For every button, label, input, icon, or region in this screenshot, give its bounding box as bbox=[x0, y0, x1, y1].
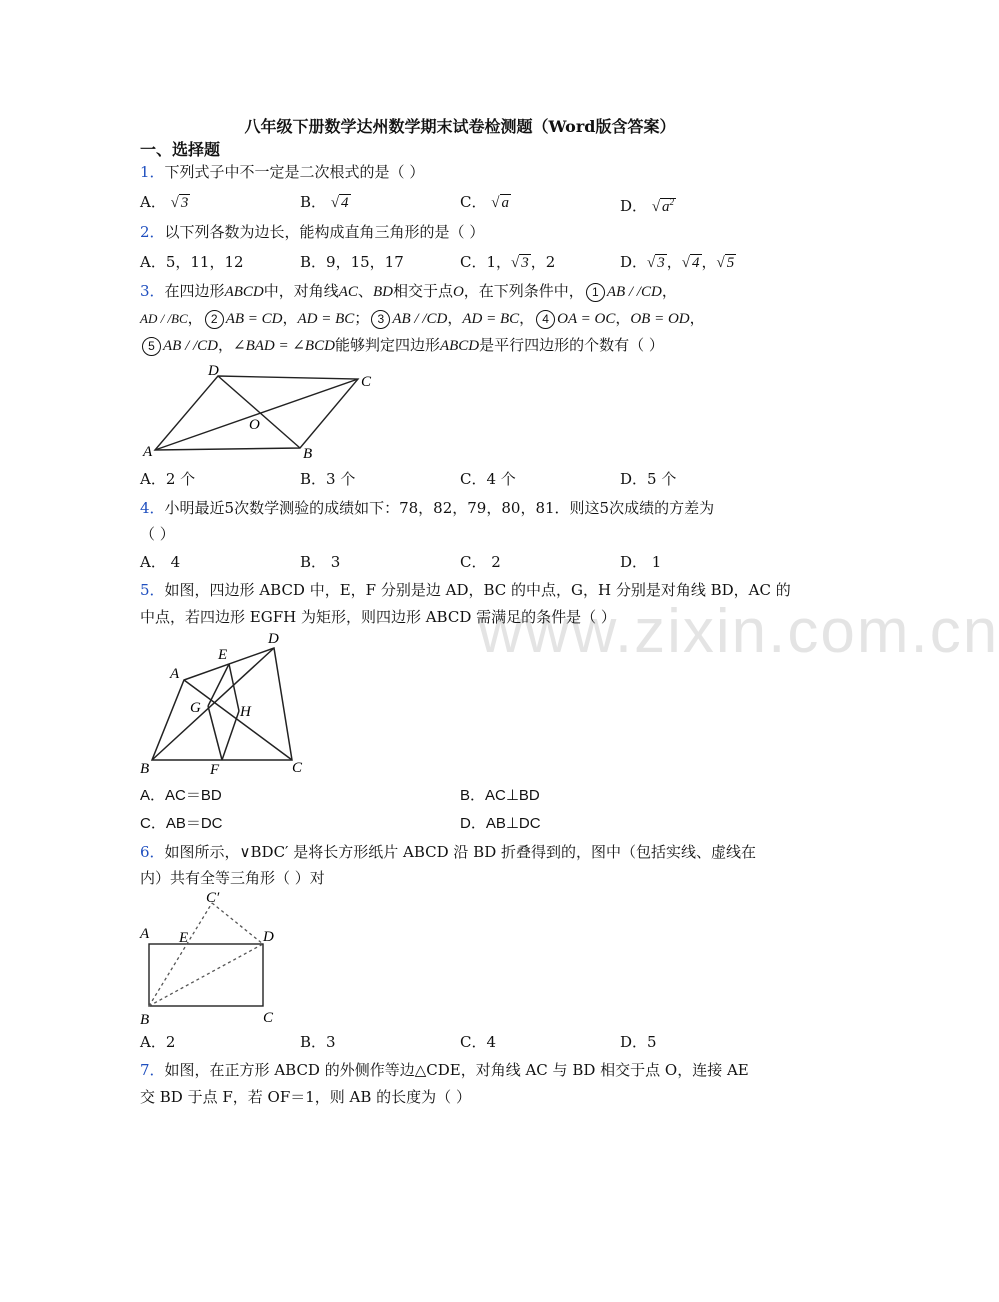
label-d: D bbox=[263, 929, 274, 945]
q5-option-c: C．AB＝DC bbox=[140, 815, 223, 832]
label-c-prime: C′ bbox=[206, 890, 220, 906]
label-d: D bbox=[268, 631, 279, 647]
watermark: www.zixin.com.cn bbox=[478, 597, 999, 666]
q4-option-d: D． 1 bbox=[620, 553, 662, 571]
q4-option-c: C． 2 bbox=[460, 553, 501, 571]
q4-option-b: B． 3 bbox=[300, 553, 341, 571]
label-c: C bbox=[263, 1010, 274, 1026]
label-a: A bbox=[140, 926, 150, 942]
q6-option-b: B．3 bbox=[300, 1033, 336, 1051]
q3-parallelogram-figure bbox=[140, 360, 380, 464]
q1-option-b: B． √ 4 bbox=[300, 193, 349, 211]
page-title: 八年级下册数学达州数学期末试卷检测题（Word版含答案） bbox=[244, 117, 676, 136]
q6-option-a: A．2 bbox=[140, 1033, 176, 1051]
question-4: 4．小明最近5次数学测验的成绩如下：78，82，79，80，81．则这5次成绩的方差为 bbox=[140, 499, 715, 517]
label-d: D bbox=[208, 363, 219, 379]
section-heading: 一、选择题 bbox=[140, 140, 221, 159]
question-5-cont: 中点，若四边形 EGFH 为矩形，则四边形 ABCD 需满足的条件是（ ） bbox=[140, 608, 616, 626]
q3-option-a: A．2 个 bbox=[140, 470, 196, 488]
q4-option-a: A． 4 bbox=[140, 553, 181, 571]
q5-option-d: D．AB⊥DC bbox=[460, 815, 541, 832]
q2-option-d: D．√ 3 ，√ 4 ，√ 5 bbox=[620, 253, 735, 271]
question-4-cont: （ ） bbox=[140, 525, 175, 543]
label-c: C bbox=[361, 374, 372, 390]
q6-option-c: C．4 bbox=[460, 1033, 497, 1051]
question-7-cont: 交 BD 于点 F，若 OF＝1，则 AB 的长度为（ ） bbox=[140, 1088, 471, 1106]
q2-option-b: B．9，15，17 bbox=[300, 253, 404, 271]
label-o: O bbox=[249, 417, 260, 433]
question-2: 2．以下列各数为边长，能构成直角三角形的是（ ） bbox=[140, 223, 485, 241]
question-6: 6．如图所示，∨BDC′ 是将长方形纸片 ABCD 沿 BD 折叠得到的，图中（包括实线、虚线在 bbox=[140, 843, 756, 861]
q1-option-d: D． √ $a^2$ bbox=[620, 197, 675, 215]
label-c: C bbox=[292, 760, 303, 776]
label-e: E bbox=[218, 647, 228, 663]
q5-option-b: B．AC⊥BD bbox=[460, 787, 540, 804]
question-number: 1． bbox=[140, 163, 165, 181]
question-3-line-2: AD / /BC， 2 AB = CD，AD = BC； 3 AB / /CD，AD = BC， 4 OA = OC，OB = OD， bbox=[140, 309, 705, 327]
q3-option-c: C．4 个 bbox=[460, 470, 516, 488]
question-7: 7．如图，在正方形 ABCD 的外侧作等边△CDE，对角线 AC 与 BD 相交于点 O，连接 AE bbox=[140, 1061, 749, 1079]
label-b: B bbox=[140, 761, 150, 777]
q1-option-a: A． √ 3 bbox=[140, 193, 189, 211]
label-e: E bbox=[179, 930, 189, 946]
question-6-cont: 内）共有全等三角形（ ）对 bbox=[140, 869, 325, 887]
label-a: A bbox=[170, 666, 180, 682]
q5-quadrilateral-figure bbox=[138, 626, 313, 778]
q6-rectangle-figure bbox=[136, 888, 286, 1028]
q3-option-d: D．5 个 bbox=[620, 470, 677, 488]
question-3-line-3: 5 AB / /CD，∠BAD = ∠BCD能够判定四边形ABCD是平行四边形的个数有（ ） bbox=[140, 333, 664, 358]
q3-option-b: B．3 个 bbox=[300, 470, 356, 488]
label-a: A bbox=[143, 444, 153, 460]
label-f: F bbox=[210, 762, 220, 778]
question-3-line-1: 3．在四边形ABCD中，对角线AC、BD相交于点O，在下列条件中， 1 AB / /CD， bbox=[140, 282, 677, 300]
label-b: B bbox=[303, 446, 313, 462]
q1-option-c: C． √ a bbox=[460, 193, 509, 211]
q6-option-d: D．5 bbox=[620, 1033, 657, 1051]
label-h: H bbox=[240, 704, 251, 720]
q2-option-a: A．5，11，12 bbox=[140, 253, 244, 271]
question-5: 5．如图，四边形 ABCD 中，E，F 分别是边 AD，BC 的中点，G，H 分别是对角线 BD，AC 的 bbox=[140, 581, 791, 599]
label-b: B bbox=[140, 1012, 150, 1028]
question-text: 下列式子中不一定是二次根式的是（ ） bbox=[164, 163, 425, 181]
q5-option-a: A．AC＝BD bbox=[140, 787, 222, 804]
label-g: G bbox=[190, 700, 201, 716]
question-1 bbox=[140, 160, 424, 184]
q2-option-c: C．1，√ 3 ，2 bbox=[460, 253, 556, 271]
